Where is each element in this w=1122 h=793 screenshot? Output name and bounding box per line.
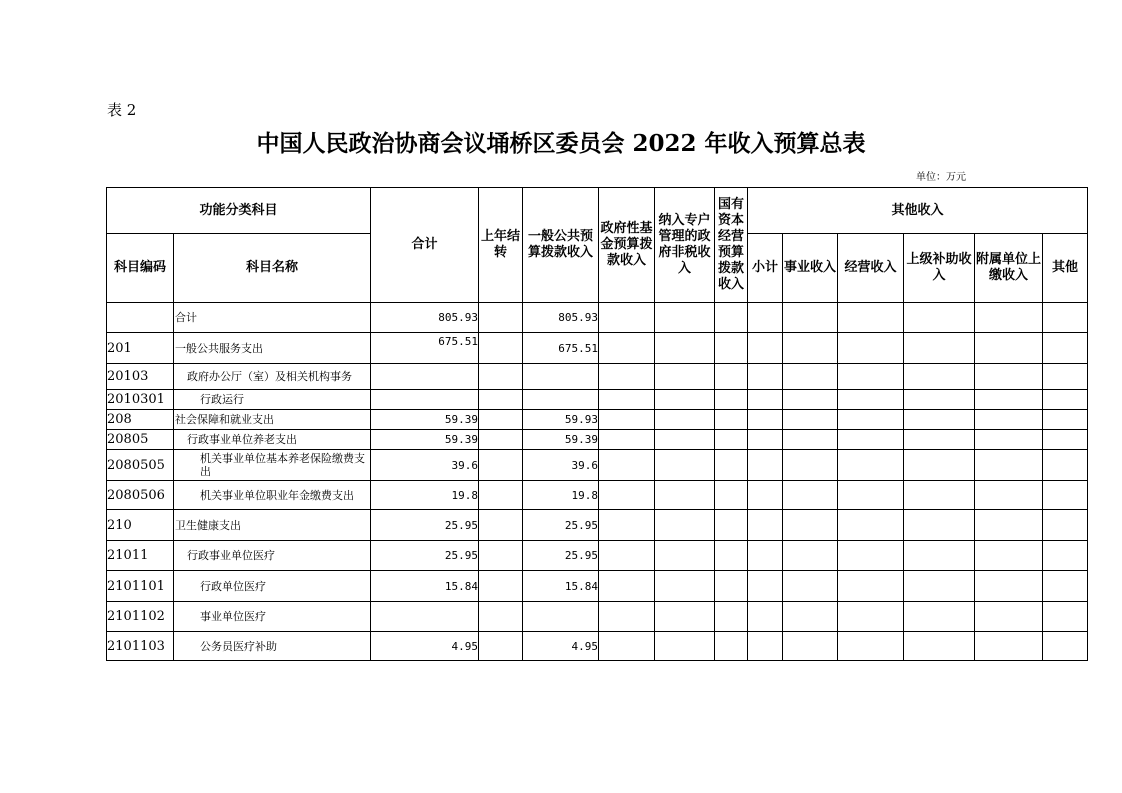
row-total	[371, 390, 479, 410]
row-total: 59.39	[371, 410, 479, 430]
row-code: 208	[107, 410, 174, 430]
empty-cell	[479, 410, 523, 430]
empty-cell	[748, 410, 783, 430]
row-general-public: 805.93	[523, 303, 599, 333]
empty-cell	[904, 632, 975, 661]
empty-cell	[904, 571, 975, 602]
empty-cell	[655, 303, 715, 333]
empty-cell	[479, 333, 523, 364]
row-name: 社会保障和就业支出	[174, 410, 371, 430]
budget-table	[106, 187, 1088, 661]
empty-cell	[479, 571, 523, 602]
row-general-public: 4.95	[523, 632, 599, 661]
empty-cell	[783, 602, 838, 632]
empty-cell	[599, 632, 655, 661]
empty-cell	[975, 364, 1043, 390]
empty-cell	[748, 430, 783, 450]
empty-cell	[479, 303, 523, 333]
other-income-header: 其他收入	[748, 188, 1088, 234]
empty-cell	[783, 450, 838, 481]
row-general-public: 59.93	[523, 410, 599, 430]
empty-cell	[655, 602, 715, 632]
empty-cell	[783, 303, 838, 333]
superior-subsidy-header: 上级补助收入	[904, 234, 975, 303]
empty-cell	[599, 410, 655, 430]
row-general-public: 15.84	[523, 571, 599, 602]
table-row	[107, 390, 1088, 410]
empty-cell	[1043, 510, 1088, 541]
empty-cell	[838, 333, 904, 364]
empty-cell	[715, 364, 748, 390]
row-name: 机关事业单位职业年金缴费支出	[174, 481, 371, 510]
table-row	[107, 541, 1088, 571]
empty-cell	[748, 510, 783, 541]
row-general-public: 675.51	[523, 333, 599, 364]
empty-cell	[904, 303, 975, 333]
row-general-public	[523, 602, 599, 632]
empty-cell	[975, 571, 1043, 602]
table-header	[107, 188, 1088, 303]
empty-cell	[1043, 541, 1088, 571]
empty-cell	[748, 303, 783, 333]
empty-cell	[748, 571, 783, 602]
empty-cell	[975, 450, 1043, 481]
operating-header: 经营收入	[838, 234, 904, 303]
empty-cell	[904, 410, 975, 430]
empty-cell	[479, 541, 523, 571]
empty-cell	[904, 602, 975, 632]
table-row	[107, 430, 1088, 450]
empty-cell	[748, 632, 783, 661]
empty-cell	[479, 510, 523, 541]
row-name: 机关事业单位基本养老保险缴费支出	[174, 450, 371, 481]
total-header: 合计	[371, 188, 479, 303]
empty-cell	[783, 541, 838, 571]
empty-cell	[975, 602, 1043, 632]
row-name: 事业单位医疗	[174, 602, 371, 632]
empty-cell	[838, 541, 904, 571]
empty-cell	[975, 632, 1043, 661]
other-header: 其他	[1043, 234, 1088, 303]
empty-cell	[479, 364, 523, 390]
row-code: 2101102	[107, 602, 174, 632]
subtotal-header: 小计	[748, 234, 783, 303]
row-general-public	[523, 390, 599, 410]
affiliated-payment-header: 附属单位上缴收入	[975, 234, 1043, 303]
empty-cell	[715, 602, 748, 632]
empty-cell	[838, 410, 904, 430]
empty-cell	[975, 410, 1043, 430]
carryover-header: 上年结转	[479, 188, 523, 303]
functional-group-header: 功能分类科目	[107, 188, 371, 234]
row-general-public: 59.39	[523, 430, 599, 450]
empty-cell	[715, 430, 748, 450]
row-code: 2080505	[107, 450, 174, 481]
empty-cell	[975, 510, 1043, 541]
empty-cell	[655, 510, 715, 541]
empty-cell	[838, 571, 904, 602]
gov-fund-header: 政府性基金预算拨款收入	[599, 188, 655, 303]
row-total: 4.95	[371, 632, 479, 661]
empty-cell	[783, 571, 838, 602]
row-code: 2101103	[107, 632, 174, 661]
empty-cell	[599, 303, 655, 333]
code-header: 科目编码	[107, 234, 174, 303]
table-row	[107, 571, 1088, 602]
empty-cell	[1043, 571, 1088, 602]
unit-label: 单位：万元	[916, 172, 966, 183]
empty-cell	[838, 481, 904, 510]
empty-cell	[715, 390, 748, 410]
row-code: 2010301	[107, 390, 174, 410]
empty-cell	[599, 390, 655, 410]
empty-cell	[748, 333, 783, 364]
row-total: 25.95	[371, 510, 479, 541]
empty-cell	[783, 364, 838, 390]
empty-cell	[1043, 364, 1088, 390]
empty-cell	[715, 571, 748, 602]
empty-cell	[748, 541, 783, 571]
row-code: 21011	[107, 541, 174, 571]
empty-cell	[748, 390, 783, 410]
empty-cell	[838, 390, 904, 410]
empty-cell	[904, 481, 975, 510]
row-name: 行政运行	[174, 390, 371, 410]
empty-cell	[904, 510, 975, 541]
empty-cell	[479, 481, 523, 510]
row-general-public	[523, 364, 599, 390]
row-name: 行政单位医疗	[174, 571, 371, 602]
row-code: 2080506	[107, 481, 174, 510]
empty-cell	[715, 450, 748, 481]
empty-cell	[975, 430, 1043, 450]
empty-cell	[1043, 632, 1088, 661]
table-row	[107, 410, 1088, 430]
empty-cell	[783, 510, 838, 541]
empty-cell	[479, 632, 523, 661]
empty-cell	[715, 410, 748, 430]
row-name: 政府办公厅（室）及相关机构事务	[174, 364, 371, 390]
general-public-header: 一般公共预算拨款收入	[523, 188, 599, 303]
empty-cell	[838, 632, 904, 661]
empty-cell	[599, 364, 655, 390]
name-header: 科目名称	[174, 234, 371, 303]
row-total	[371, 364, 479, 390]
empty-cell	[599, 333, 655, 364]
row-general-public: 25.95	[523, 510, 599, 541]
empty-cell	[904, 430, 975, 450]
business-header: 事业收入	[783, 234, 838, 303]
empty-cell	[479, 450, 523, 481]
empty-cell	[599, 481, 655, 510]
empty-cell	[1043, 303, 1088, 333]
empty-cell	[783, 481, 838, 510]
table-body	[107, 303, 1088, 661]
empty-cell	[1043, 602, 1088, 632]
row-total: 25.95	[371, 541, 479, 571]
row-total: 675.51	[371, 333, 479, 364]
table-row	[107, 364, 1088, 390]
table-row	[107, 481, 1088, 510]
row-total: 59.39	[371, 430, 479, 450]
table-row	[107, 450, 1088, 481]
table-row	[107, 303, 1088, 333]
empty-cell	[655, 430, 715, 450]
empty-cell	[783, 632, 838, 661]
empty-cell	[655, 410, 715, 430]
empty-cell	[1043, 333, 1088, 364]
row-code: 201	[107, 333, 174, 364]
empty-cell	[655, 364, 715, 390]
empty-cell	[479, 390, 523, 410]
page-title: 中国人民政治协商会议埇桥区委员会 2022 年收入预算总表	[256, 130, 866, 157]
empty-cell	[1043, 430, 1088, 450]
row-general-public: 19.8	[523, 481, 599, 510]
empty-cell	[975, 390, 1043, 410]
empty-cell	[748, 602, 783, 632]
empty-cell	[715, 632, 748, 661]
empty-cell	[1043, 410, 1088, 430]
empty-cell	[1043, 450, 1088, 481]
empty-cell	[599, 571, 655, 602]
empty-cell	[748, 481, 783, 510]
special-nontax-header: 纳入专户管理的政府非税收入	[655, 188, 715, 303]
row-name: 行政事业单位养老支出	[174, 430, 371, 450]
empty-cell	[838, 430, 904, 450]
row-name: 一般公共服务支出	[174, 333, 371, 364]
empty-cell	[904, 541, 975, 571]
empty-cell	[655, 632, 715, 661]
empty-cell	[655, 481, 715, 510]
table-row	[107, 602, 1088, 632]
empty-cell	[1043, 481, 1088, 510]
empty-cell	[838, 510, 904, 541]
row-total: 39.6	[371, 450, 479, 481]
empty-cell	[715, 481, 748, 510]
row-code	[107, 303, 174, 333]
empty-cell	[783, 390, 838, 410]
row-code: 20103	[107, 364, 174, 390]
row-name: 卫生健康支出	[174, 510, 371, 541]
empty-cell	[748, 364, 783, 390]
empty-cell	[904, 333, 975, 364]
empty-cell	[904, 450, 975, 481]
row-total: 15.84	[371, 571, 479, 602]
row-name: 行政事业单位医疗	[174, 541, 371, 571]
empty-cell	[838, 602, 904, 632]
table-row	[107, 632, 1088, 661]
empty-cell	[838, 303, 904, 333]
empty-cell	[599, 510, 655, 541]
empty-cell	[975, 481, 1043, 510]
empty-cell	[715, 510, 748, 541]
empty-cell	[748, 450, 783, 481]
empty-cell	[655, 571, 715, 602]
row-total: 805.93	[371, 303, 479, 333]
table-row	[107, 510, 1088, 541]
row-total	[371, 602, 479, 632]
empty-cell	[715, 541, 748, 571]
row-general-public: 25.95	[523, 541, 599, 571]
row-code: 20805	[107, 430, 174, 450]
empty-cell	[599, 541, 655, 571]
state-capital-header: 国有资本经营预算拨款收入	[715, 188, 748, 303]
empty-cell	[783, 430, 838, 450]
empty-cell	[715, 303, 748, 333]
table-number-label: 表 2	[107, 101, 137, 119]
empty-cell	[655, 390, 715, 410]
empty-cell	[599, 602, 655, 632]
row-code: 2101101	[107, 571, 174, 602]
empty-cell	[599, 430, 655, 450]
empty-cell	[838, 364, 904, 390]
empty-cell	[783, 410, 838, 430]
empty-cell	[655, 333, 715, 364]
row-total: 19.8	[371, 481, 479, 510]
empty-cell	[599, 450, 655, 481]
empty-cell	[479, 602, 523, 632]
row-general-public: 39.6	[523, 450, 599, 481]
empty-cell	[1043, 390, 1088, 410]
empty-cell	[783, 333, 838, 364]
empty-cell	[904, 364, 975, 390]
empty-cell	[715, 333, 748, 364]
empty-cell	[975, 333, 1043, 364]
empty-cell	[838, 450, 904, 481]
row-name: 公务员医疗补助	[174, 632, 371, 661]
empty-cell	[655, 450, 715, 481]
empty-cell	[479, 430, 523, 450]
row-name: 合计	[174, 303, 371, 333]
empty-cell	[904, 390, 975, 410]
empty-cell	[975, 303, 1043, 333]
empty-cell	[975, 541, 1043, 571]
table-row	[107, 333, 1088, 364]
empty-cell	[655, 541, 715, 571]
row-code: 210	[107, 510, 174, 541]
